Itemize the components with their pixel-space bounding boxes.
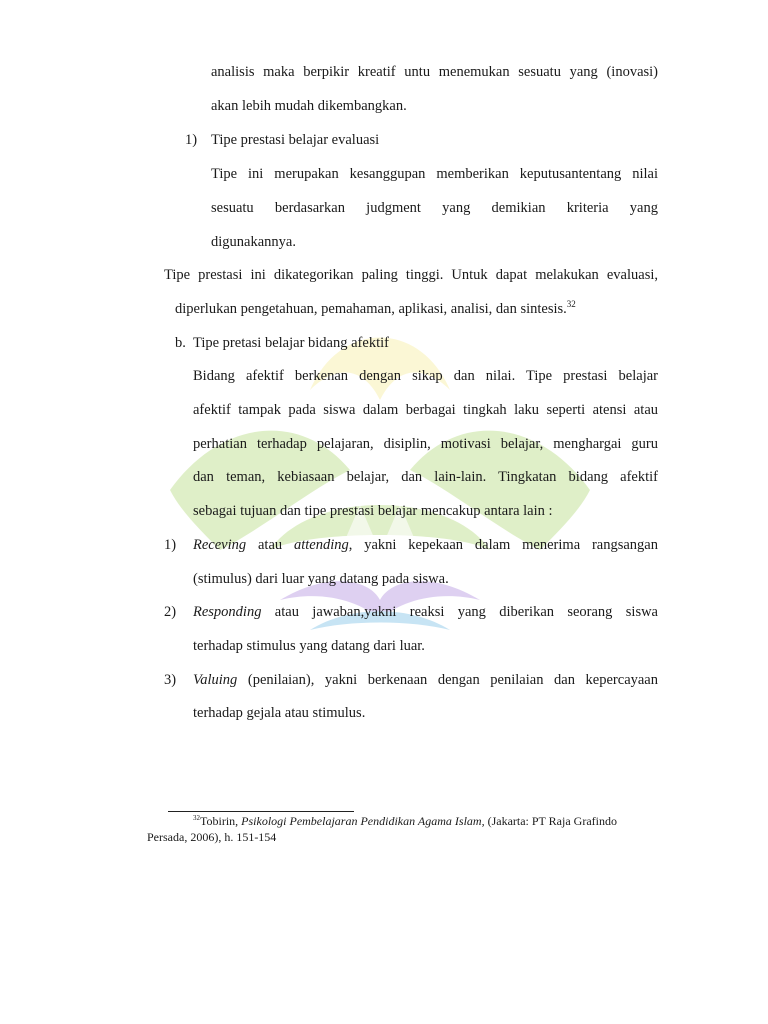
paragraph-line: [175, 299, 576, 319]
footnote-line: [193, 813, 617, 829]
list-number: 3): [164, 672, 177, 688]
paragraph-line: [193, 434, 658, 454]
text-line: [193, 670, 658, 690]
list-letter: b.: [175, 335, 186, 351]
paragraph-line: [193, 467, 658, 487]
paragraph-line: [193, 366, 658, 386]
paragraph-line: digunakannya.: [211, 234, 296, 250]
paragraph-line: akan lebih mudah dikembangkan.: [211, 98, 407, 114]
text-span: , yakni kepekaan dalam menerima rangsangan: [348, 537, 658, 553]
text-line: [193, 602, 658, 622]
footnote-divider: [168, 811, 354, 812]
term-italic: attending: [293, 537, 349, 553]
paragraph-line: [211, 164, 658, 184]
footnote-author: Tobirin,: [200, 814, 242, 828]
list-item-title: Tipe prestasi belajar evaluasi: [211, 132, 380, 148]
term-italic: Receving: [193, 537, 247, 553]
text-line: perhatian terhadap pelajaran, disiplin, motivasi belajar, menghargai guru: [193, 436, 658, 452]
section-title: Tipe pretasi belajar bidang afektif: [193, 335, 389, 351]
list-number: 1): [164, 537, 177, 553]
text-span: (penilaian), yakni berkenaan dengan penilaian dan kepercayaan: [237, 672, 658, 688]
footnote-title: Psikologi Pembelajaran Pendidikan Agama Islam,: [241, 814, 485, 828]
paragraph-line: [164, 265, 658, 285]
list-item-line: [193, 535, 658, 555]
text-line: Bidang afektif berkenan dengan sikap dan nilai. Tipe prestasi belajar: [193, 368, 658, 384]
list-item-line: [193, 670, 658, 690]
list-number: 2): [164, 604, 177, 620]
paragraph-line: sebagai tujuan dan tipe prestasi belajar mencakup antara lain :: [193, 503, 553, 519]
list-number: 1): [185, 132, 198, 148]
list-item-line: (stimulus) dari luar yang datang pada siswa.: [193, 571, 449, 587]
text-line: Tipe ini merupakan kesanggupan memberikan keputusantentang nilai: [211, 166, 658, 182]
footnote-line: Persada, 2006), h. 151-154: [147, 830, 277, 844]
list-item-line: terhadap stimulus yang datang dari luar.: [193, 638, 425, 654]
text-line: Tipe prestasi ini dikategorikan paling tinggi. Untuk dapat melakukan evaluasi,: [164, 267, 658, 283]
text-line: sesuatu berdasarkan judgment yang demikian kriteria yang: [211, 200, 658, 216]
footnote-number: 32: [193, 814, 200, 822]
text-line: [193, 535, 658, 555]
list-item-line: terhadap gejala atau stimulus.: [193, 705, 366, 721]
paragraph-line: [193, 400, 658, 420]
text-span: atau jawaban,yakni reaksi yang diberikan seorang siswa: [261, 604, 658, 620]
paragraph-line: [211, 62, 658, 82]
paragraph-line: [211, 198, 658, 218]
term-italic: Responding: [193, 604, 262, 620]
text-line: afektif tampak pada siswa dalam berbagai tingkah laku seperti atensi atau: [193, 402, 658, 418]
footnote-ref: 32: [566, 299, 576, 309]
term-italic: Valuing: [193, 672, 238, 688]
text-line: dan teman, kebiasaan belajar, dan lain-lain. Tingkatan bidang afektif: [193, 469, 658, 485]
list-item-line: [193, 602, 658, 622]
text-span: atau: [246, 537, 294, 553]
text-line: analisis maka berpikir kreatif untu menemukan sesuatu yang (inovasi): [211, 64, 658, 80]
footnote-publisher: (Jakarta: PT Raja Grafindo: [484, 814, 617, 828]
text-line: diperlukan pengetahuan, pemahaman, aplikasi, analisi, dan sintesis.: [175, 301, 567, 317]
